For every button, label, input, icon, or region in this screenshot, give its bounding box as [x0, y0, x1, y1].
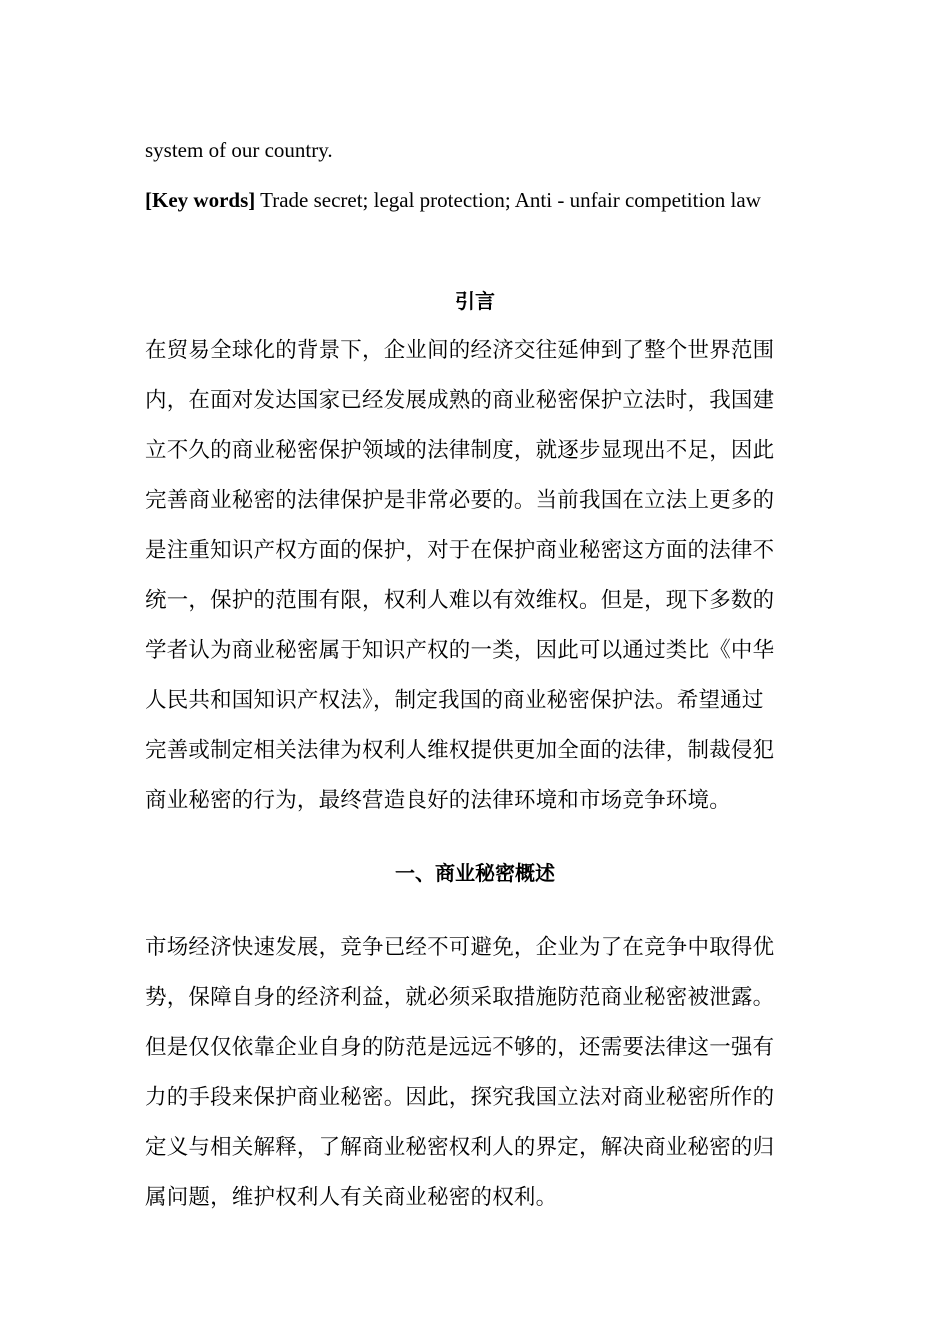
keywords-line — [145, 188, 761, 212]
paragraph-line: 是注重知识产权方面的保护，对于在保护商业秘密这方面的法律不 — [145, 538, 775, 563]
paragraph-line: 统一，保护的范围有限，权利人难以有效维权。但是，现下多数的 — [145, 588, 775, 613]
paragraph-line: 属问题，维护权利人有关商业秘密的权利。 — [145, 1185, 558, 1210]
abstract-continuation — [145, 138, 333, 162]
paragraph-line: 内，在面对发达国家已经发展成熟的商业秘密保护立法时，我国建 — [145, 388, 775, 413]
keywords-text: Trade secret; legal protection; Anti - unfair competition law — [255, 188, 761, 212]
keywords-label: [Key words] — [145, 188, 256, 212]
paragraph-line: 在贸易全球化的背景下，企业间的经济交往延伸到了整个世界范围 — [145, 338, 775, 363]
section1-paragraph — [145, 935, 805, 1235]
paragraph-line: 市场经济快速发展，竞争已经不可避免，企业为了在竞争中取得优 — [145, 935, 775, 960]
paragraph-line: 商业秘密的行为，最终营造良好的法律环境和市场竞争环境。 — [145, 788, 731, 813]
paragraph-line: 力的手段来保护商业秘密。因此，探究我国立法对商业秘密所作的 — [145, 1085, 775, 1110]
paragraph-line: 但是仅仅依靠企业自身的防范是远远不够的，还需要法律这一强有 — [145, 1035, 775, 1060]
paragraph-line: 完善商业秘密的法律保护是非常必要的。当前我国在立法上更多的 — [145, 488, 775, 513]
paragraph-line: 立不久的商业秘密保护领域的法律制度，就逐步显现出不足，因此 — [145, 438, 775, 463]
introduction-heading: 引言 — [455, 289, 495, 313]
section1-heading: 一、商业秘密概述 — [395, 861, 555, 885]
paragraph-line: 学者认为商业秘密属于知识产权的一类，因此可以通过类比《中华 — [145, 638, 775, 663]
abstract-continuation-text: system of our country. — [145, 138, 333, 162]
introduction-paragraph — [145, 338, 805, 838]
paragraph-line: 人民共和国知识产权法》，制定我国的商业秘密保护法。希望通过 — [145, 688, 764, 713]
paragraph-line: 势，保障自身的经济利益，就必须采取措施防范商业秘密被泄露。 — [145, 985, 775, 1010]
paragraph-line: 定义与相关解释，了解商业秘密权利人的界定，解决商业秘密的归 — [145, 1135, 775, 1160]
paragraph-line: 完善或制定相关法律为权利人维权提供更加全面的法律，制裁侵犯 — [145, 738, 775, 763]
